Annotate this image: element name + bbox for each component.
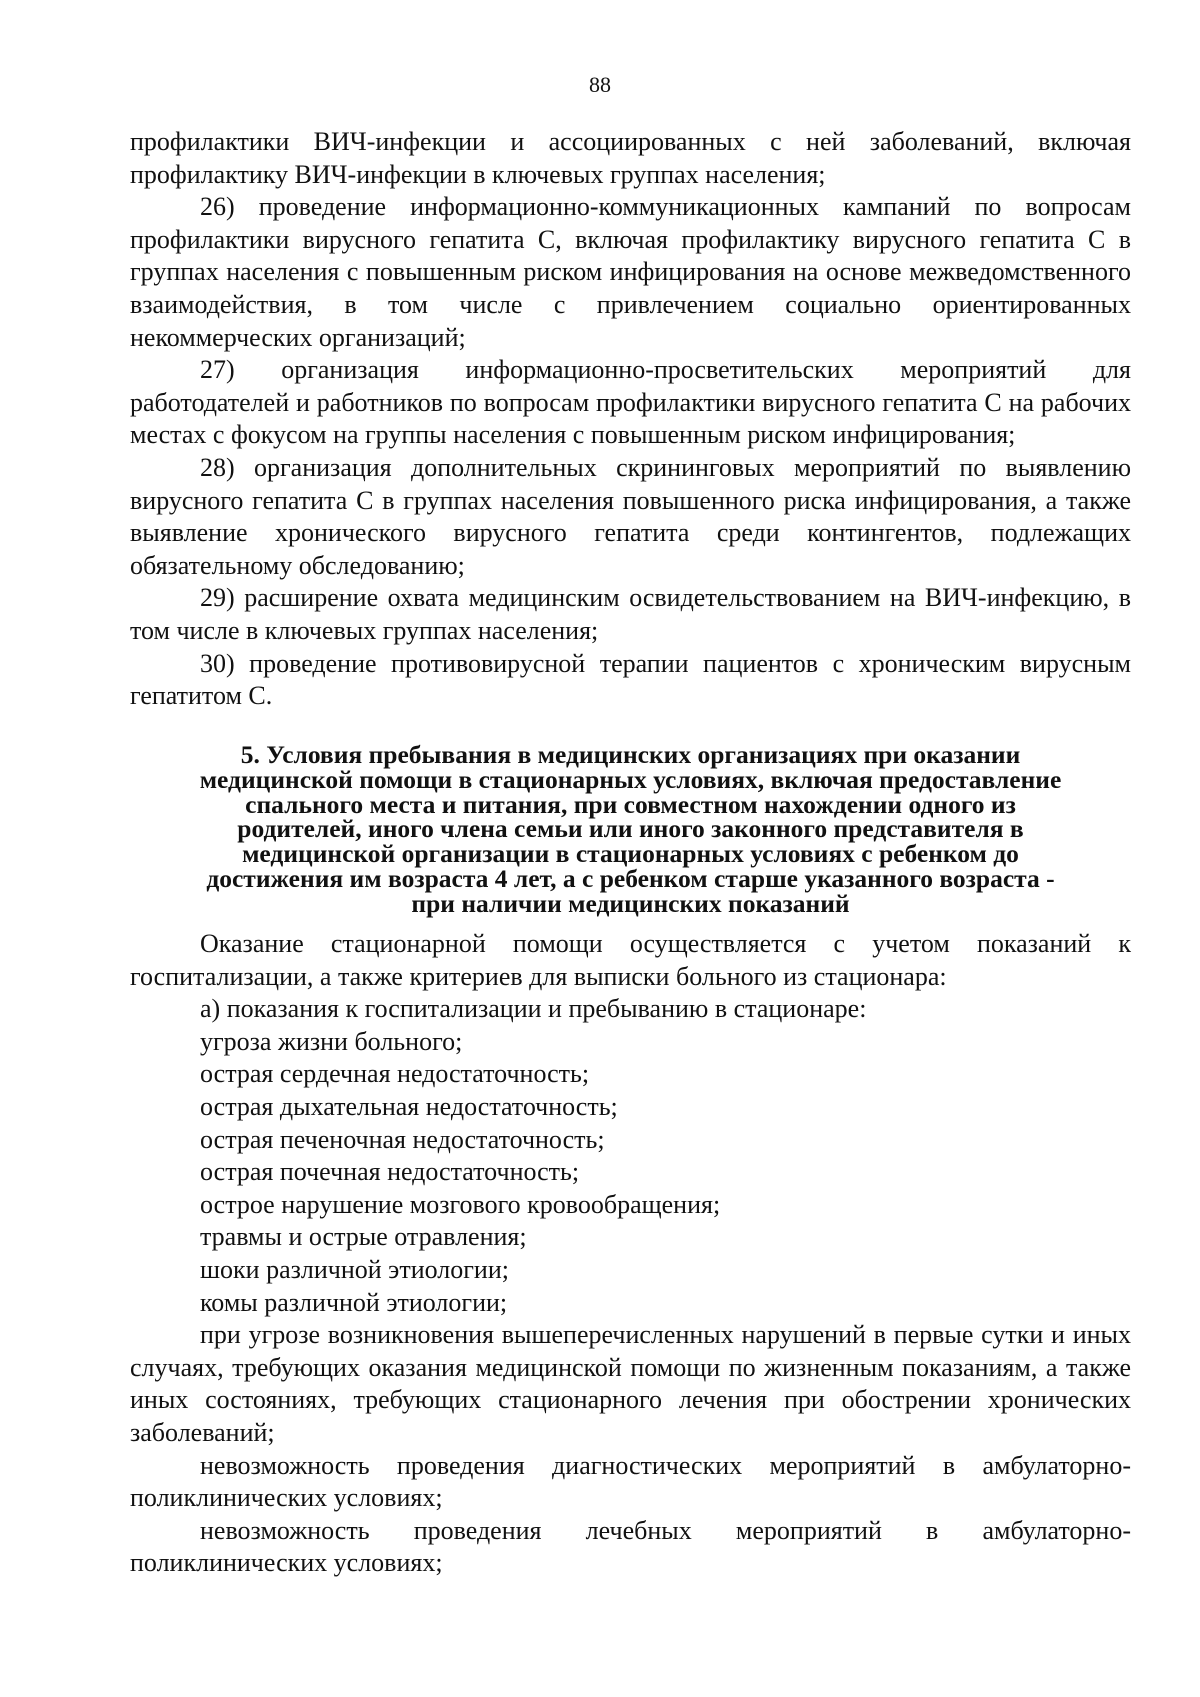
section-heading-line: при наличии медицинских показаний: [411, 888, 850, 918]
page-number: 88: [589, 72, 611, 97]
paragraph-item-28: 28) организация дополнительных скрининговых мероприятий по выявлению вирусного гепатита С в группах населения повышенного риска инфицирования, а также выявление хронического вирусного гепатита среди контингентов, подлежащих обязательному обследованию;: [130, 452, 1131, 580]
body-text-top: [130, 126, 1131, 713]
section-heading-line: родителей, иного члена семьи или иного законного представителя в: [237, 814, 1024, 844]
section-heading-line: спального места и питания, при совместном нахождении одного из: [245, 789, 1016, 819]
paragraph-item-30: 30) проведение противовирусной терапии пациентов с хроническим вирусным гепатитом С.: [130, 648, 1131, 711]
list-item: невозможность проведения лечебных мероприятий в амбулаторно-поликлинических условиях;: [130, 1515, 1131, 1578]
section-heading-line: медицинской помощи в стационарных условиях, включая предоставление: [199, 764, 1062, 794]
list-item: острая дыхательная недостаточность;: [200, 1091, 618, 1121]
list-item: угроза жизни больного;: [200, 1026, 463, 1056]
section-heading-line: 5. Условия пребывания в медицинских организациях при оказании: [240, 740, 1021, 769]
list-item: острое нарушение мозгового кровообращения;: [200, 1189, 721, 1219]
paragraph: профилактики ВИЧ-инфекции и ассоциированных с ней заболеваний, включая профилактику ВИЧ-инфекции в ключевых группах населения;: [130, 127, 1131, 189]
list-item: острая почечная недостаточность;: [200, 1157, 580, 1187]
list-item: острая печеночная недостаточность;: [200, 1124, 605, 1154]
list-item: травмы и острые отравления;: [200, 1222, 527, 1252]
list-item: острая сердечная недостаточность;: [200, 1059, 590, 1089]
paragraph-item-29: 29) расширение охвата медицинским освидетельствованием на ВИЧ-инфекцию, в том числе в ключевых группах населения;: [130, 583, 1131, 645]
paragraph-intro: Оказание стационарной помощи осуществляется с учетом показаний к госпитализации, а также критериев для выписки больного из стационара:: [130, 929, 1131, 991]
list-item: при угрозе возникновения вышеперечисленных нарушений в первые сутки и иных случаях, требующих оказания медицинской помощи по жизненным показаниям, а также иных состояниях, требующих стационарного лечения при обострении хронических заболеваний;: [130, 1320, 1131, 1447]
list-item: шоки различной этиологии;: [200, 1254, 509, 1284]
paragraph-subheading-a: а) показания к госпитализации и пребыванию в стационаре:: [200, 994, 867, 1024]
section-heading-line: медицинской организации в стационарных условиях с ребенком до: [242, 839, 1019, 869]
list-item: невозможность проведения диагностических мероприятий в амбулаторно-поликлинических условиях;: [130, 1450, 1131, 1513]
section-body: [130, 928, 1131, 1580]
section-heading: [130, 740, 1131, 918]
paragraph-item-26: 26) проведение информационно-коммуникационных кампаний по вопросам профилактики вирусного гепатита С, включая профилактику вирусного гепатита С в группах населения с повышенным риском инфицирования на основе межведомственного взаимодействия, в том числе с привлечением социально ориентированных некоммерческих организаций;: [130, 192, 1131, 352]
paragraph-item-27: 27) организация информационно-просветительских мероприятий для работодателей и работников по вопросам профилактики вирусного гепатита С на рабочих местах с фокусом на группы населения с повышенным риском инфицирования;: [130, 355, 1131, 450]
section-heading-line: достижения им возраста 4 лет, а с ребенком старше указанного возраста -: [206, 863, 1055, 893]
list-item: комы различной этиологии;: [200, 1287, 508, 1317]
